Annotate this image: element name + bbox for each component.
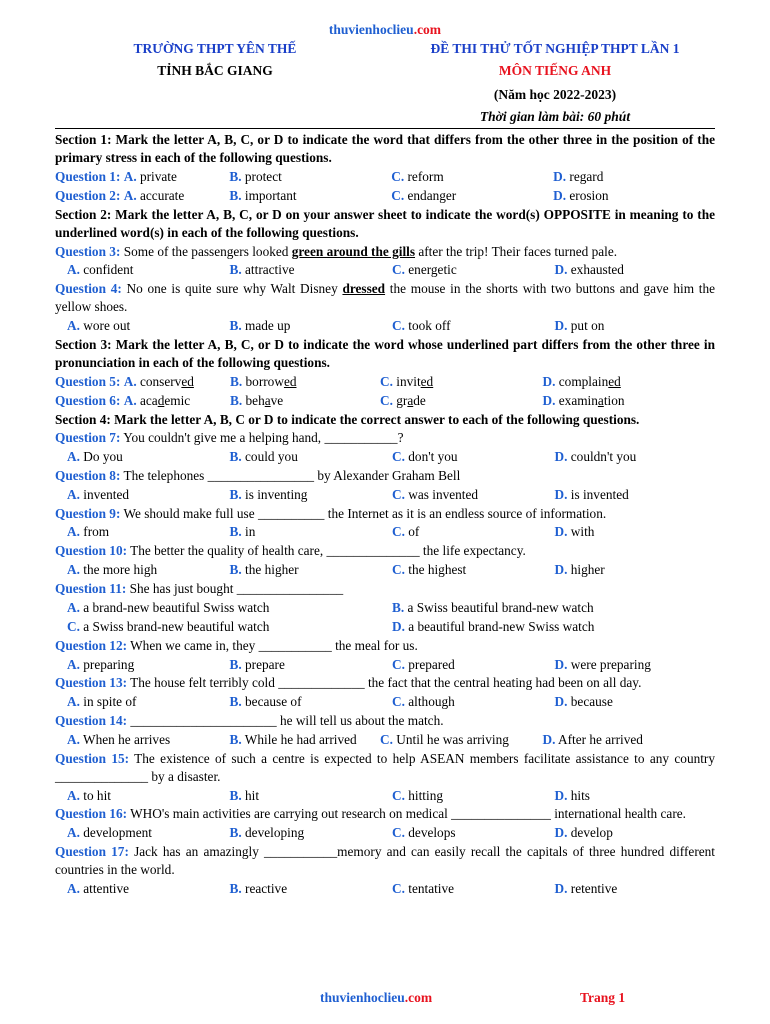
question-3-stem: [55, 243, 715, 261]
option-letter: C.: [392, 561, 405, 577]
option-c[interactable]: of: [408, 524, 420, 540]
question-2: [55, 187, 715, 206]
option-b[interactable]: the higher: [245, 561, 299, 577]
option-letter: A.: [123, 373, 137, 389]
question-label: Question 1:: [55, 169, 121, 184]
option-letter: C.: [380, 373, 393, 389]
option-letter: C.: [392, 262, 405, 278]
question-14-options: [55, 730, 715, 749]
option-c[interactable]: Until he was arriving: [396, 731, 509, 747]
site-watermark-top[interactable]: [0, 22, 770, 38]
option-c[interactable]: tentative: [408, 880, 455, 896]
option-a[interactable]: from: [83, 524, 110, 540]
section-1-instruction: Section 1: Mark the letter A, B, C, or D to indicate the word that differs from the other three in the position of the primary stress in each of the following questions.: [55, 132, 715, 166]
option-a[interactable]: Do you: [83, 449, 123, 465]
question-16-options: [55, 824, 715, 843]
option-a[interactable]: [140, 393, 190, 408]
option-letter: D.: [554, 694, 568, 710]
option-letter: B.: [229, 486, 242, 502]
option-d[interactable]: were preparing: [570, 656, 651, 672]
option-c[interactable]: hitting: [408, 787, 443, 803]
option-a[interactable]: development: [83, 825, 152, 841]
question-11-stem: [55, 580, 715, 598]
option-letter: B.: [229, 188, 242, 204]
site-watermark-bottom[interactable]: [320, 990, 432, 1006]
site-domain: .com: [404, 990, 433, 1005]
option-b[interactable]: is inventing: [245, 486, 308, 502]
option-letter: D.: [554, 656, 568, 672]
option-a[interactable]: the more high: [83, 561, 158, 577]
option-letter: B.: [229, 694, 242, 710]
option-letter: C.: [392, 524, 405, 540]
question-label: Question 16:: [55, 806, 128, 822]
stem-text: Some of the passengers looked: [123, 243, 292, 259]
word-part: de: [413, 393, 426, 409]
option-letter: B.: [229, 880, 242, 896]
stem-text: Jack has an amazingly ___________memory and can easily recall the capitals of three hundred different countries in the world.: [55, 843, 715, 878]
question-12-stem: [55, 637, 715, 655]
option-letter: C.: [392, 656, 405, 672]
option-d[interactable]: regard: [569, 169, 604, 184]
question-17-stem: [55, 843, 715, 879]
question-9-stem: [55, 505, 715, 523]
option-a[interactable]: a brand-new beautiful Swiss watch: [83, 599, 270, 615]
word-part: invit: [396, 373, 421, 389]
question-7-options: [55, 448, 715, 467]
option-b[interactable]: important: [244, 188, 297, 204]
underlined-part: ed: [420, 373, 434, 389]
option-a[interactable]: confident: [83, 262, 134, 278]
option-b[interactable]: While he had arrived: [244, 731, 357, 747]
option-c[interactable]: don't you: [408, 449, 458, 465]
option-b[interactable]: attractive: [245, 262, 295, 278]
option-c[interactable]: took off: [408, 318, 451, 334]
exam-duration: Thời gian làm bài: 60 phút: [479, 109, 631, 124]
option-letter: A.: [123, 393, 137, 409]
option-letter: C.: [391, 188, 405, 204]
option-letter: A.: [67, 694, 80, 710]
school-province: TỈNH BẮC GIANG: [157, 63, 273, 78]
option-a[interactable]: [140, 374, 194, 389]
stem-text: The telephones ________________ by Alexander Graham Bell: [123, 467, 461, 483]
stem-text: The house felt terribly cold _____________ the fact that the central heating had been on all day.: [130, 675, 642, 691]
question-8-options: [55, 485, 715, 504]
option-b[interactable]: prepare: [245, 656, 285, 672]
option-letter: B.: [229, 318, 242, 334]
school-name: TRƯỜNG THPT YÊN THẾ: [133, 41, 297, 56]
option-letter: C.: [392, 486, 405, 502]
option-letter: B.: [229, 524, 242, 540]
option-d[interactable]: develop: [570, 825, 613, 841]
section-3-instruction: Section 3: Mark the letter A, B, C, or D to indicate the word whose underlined part differs from the other three in pronunciation in each of the following questions.: [55, 336, 715, 371]
question-16-stem: [55, 805, 715, 823]
stem-text: after the trip! Their faces turned pale.: [415, 243, 618, 259]
option-c[interactable]: prepared: [408, 656, 455, 672]
question-13-options: [55, 693, 715, 712]
option-letter: D.: [542, 393, 556, 409]
option-letter: D.: [553, 169, 567, 184]
option-letter: D.: [392, 618, 405, 634]
question-15-stem: [55, 750, 715, 786]
option-d[interactable]: hits: [570, 787, 590, 803]
option-letter: A.: [67, 318, 80, 334]
stem-text: The better the quality of health care, ______________ the life expectancy.: [130, 543, 526, 559]
word-part: conserv: [139, 373, 182, 389]
option-c[interactable]: although: [408, 694, 455, 710]
option-letter: A.: [67, 731, 80, 747]
option-d[interactable]: couldn't you: [570, 449, 637, 465]
option-c[interactable]: [396, 393, 426, 408]
option-letter: A.: [67, 787, 80, 803]
question-label: Question 2:: [55, 188, 121, 204]
option-letter: C.: [391, 169, 405, 184]
option-letter: D.: [554, 262, 568, 278]
exam-content: [55, 131, 715, 899]
question-14-stem: [55, 712, 715, 730]
word-part: aca: [139, 393, 158, 409]
stem-text: She has just bought ________________: [129, 580, 344, 596]
underlined-part: d: [157, 393, 165, 409]
option-letter: A.: [67, 561, 80, 577]
question-11-options-row1: [55, 598, 715, 617]
option-b[interactable]: made up: [245, 318, 291, 334]
word-part: complain: [558, 373, 609, 389]
stem-text: No one is quite sure why Walt Disney: [126, 281, 343, 297]
option-letter: A.: [67, 486, 80, 502]
question-label: Question 6:: [55, 393, 121, 409]
question-6: [55, 392, 715, 411]
option-d[interactable]: because: [570, 694, 613, 710]
option-a[interactable]: When he arrives: [83, 731, 171, 747]
site-name: thuvienhoclieu: [320, 990, 405, 1005]
option-letter: A.: [67, 880, 80, 896]
question-label: Question 14:: [55, 712, 128, 728]
exam-title: ĐỀ THI THỬ TỐT NGHIỆP THPT LẦN 1: [430, 41, 680, 56]
option-b[interactable]: protect: [244, 169, 282, 184]
option-d[interactable]: After he arrived: [558, 731, 643, 747]
option-b[interactable]: [246, 374, 297, 389]
option-a[interactable]: in spite of: [83, 694, 137, 710]
option-b[interactable]: because of: [245, 694, 302, 710]
stem-text: ______________________ he will tell us about the match.: [130, 712, 444, 728]
question-8-stem: [55, 467, 715, 485]
option-letter: D.: [554, 880, 568, 896]
stem-text: We should make full use __________ the Internet as it is an endless source of information.: [123, 505, 607, 521]
option-letter: C.: [67, 618, 80, 634]
stem-text: the mouse in the shorts with two buttons and gave him the yellow shoes.: [55, 281, 715, 315]
option-letter: B.: [392, 599, 405, 615]
option-letter: D.: [554, 486, 568, 502]
question-label: Question 7:: [55, 430, 121, 446]
underlined-phrase: green around the gills: [291, 243, 416, 259]
option-letter: D.: [553, 188, 567, 204]
option-c[interactable]: a Swiss brand-new beautiful watch: [83, 618, 270, 634]
underlined-part: a: [264, 393, 271, 409]
page-number: Trang 1: [580, 990, 626, 1005]
stem-text: When we came in, they ___________ the meal for us.: [130, 637, 418, 653]
option-letter: C.: [392, 449, 405, 465]
question-label: Question 4:: [55, 281, 122, 297]
option-letter: C.: [392, 787, 405, 803]
question-10-options: [55, 560, 715, 579]
option-a[interactable]: accurate: [139, 188, 185, 204]
option-letter: A.: [123, 169, 137, 184]
option-letter: D.: [554, 318, 568, 334]
option-letter: C.: [392, 825, 405, 841]
question-15-options: [55, 786, 715, 805]
option-b[interactable]: hit: [245, 787, 260, 803]
option-letter: A.: [67, 656, 80, 672]
option-d[interactable]: a beautiful brand-new Swiss watch: [408, 618, 595, 634]
question-label: Question 13:: [55, 675, 128, 691]
option-d[interactable]: retentive: [570, 880, 618, 896]
option-b[interactable]: a Swiss beautiful brand-new watch: [407, 599, 594, 615]
option-letter: D.: [554, 787, 568, 803]
option-letter: D.: [554, 524, 568, 540]
option-a[interactable]: invented: [83, 486, 130, 502]
question-label: Question 3:: [55, 243, 121, 259]
question-13-stem: [55, 674, 715, 692]
question-label: Question 10:: [55, 543, 128, 559]
underlined-part: ed: [608, 373, 621, 389]
underlined-phrase: dressed: [342, 281, 386, 297]
option-letter: D.: [542, 373, 556, 389]
question-label: Question 12:: [55, 637, 128, 653]
option-letter: B.: [229, 825, 242, 841]
option-letter: B.: [229, 731, 242, 747]
option-letter: A.: [67, 262, 80, 278]
option-d[interactable]: put on: [570, 318, 605, 334]
stem-text: The existence of such a centre is expected to help ASEAN members facilitate assistance to any country ______________ by a disaster.: [55, 750, 716, 784]
stem-text: WHO's main activities are carrying out research on medical _______________ international health care.: [130, 806, 686, 822]
option-d[interactable]: exhausted: [570, 262, 624, 278]
option-a[interactable]: wore out: [83, 318, 131, 334]
word-part: gr: [396, 393, 408, 409]
option-letter: D.: [554, 561, 568, 577]
question-label: Question 17:: [55, 843, 129, 859]
option-d[interactable]: higher: [570, 561, 605, 577]
option-letter: B.: [229, 169, 242, 184]
option-c[interactable]: was invented: [408, 486, 479, 502]
option-b[interactable]: reactive: [245, 880, 288, 896]
option-a[interactable]: private: [139, 169, 177, 184]
question-7-stem: [55, 429, 715, 447]
option-letter: D.: [554, 825, 568, 841]
question-4-options: [55, 317, 715, 336]
word-part: tion: [603, 393, 625, 409]
word-part: examin: [558, 393, 598, 409]
option-letter: A.: [123, 188, 137, 204]
underlined-part: ed: [181, 373, 194, 389]
option-letter: A.: [67, 825, 80, 841]
option-c[interactable]: the highest: [408, 561, 467, 577]
option-c[interactable]: reform: [407, 169, 444, 184]
section-4-instruction: Section 4: Mark the letter A, B, C or D to indicate the correct answer to each of the following questions.: [55, 412, 640, 428]
option-c[interactable]: endanger: [407, 188, 457, 204]
word-part: ve: [270, 393, 284, 409]
option-d[interactable]: with: [570, 524, 595, 540]
word-part: emic: [164, 393, 191, 409]
option-letter: D.: [542, 731, 556, 747]
question-3-options: [55, 261, 715, 280]
option-letter: C.: [392, 880, 405, 896]
underlined-part: a: [597, 393, 604, 409]
option-d[interactable]: [559, 393, 625, 408]
option-letter: B.: [229, 561, 242, 577]
stem-text: You couldn't give me a helping hand, ___________?: [123, 430, 404, 446]
option-b[interactable]: developing: [245, 825, 305, 841]
question-9-options: [55, 523, 715, 542]
question-17-options: [55, 879, 715, 898]
site-name: thuvienhoclieu: [328, 22, 414, 37]
site-domain: .com: [413, 22, 442, 37]
option-a[interactable]: attentive: [83, 880, 130, 896]
option-letter: C.: [392, 694, 405, 710]
option-letter: B.: [229, 656, 242, 672]
option-letter: B.: [230, 393, 243, 409]
question-label: Question 9:: [55, 505, 121, 521]
option-letter: C.: [380, 731, 393, 747]
school-year: (Năm học 2022-2023): [493, 87, 617, 102]
option-letter: A.: [67, 599, 80, 615]
underlined-part: ed: [283, 373, 297, 389]
option-b[interactable]: could you: [245, 449, 298, 465]
option-letter: B.: [229, 262, 242, 278]
section-2-instruction: Section 2: Mark the letter A, B, C, or D on your answer sheet to indicate the word(s) OPPOSITE in meaning to the underlined word(s) in each of the following questions.: [55, 207, 715, 241]
question-4-stem: [55, 280, 715, 316]
underlined-part: a: [407, 393, 414, 409]
question-label: Question 5:: [55, 373, 121, 389]
question-label: Question 15:: [55, 750, 130, 766]
option-a[interactable]: to hit: [83, 787, 111, 803]
word-part: borrow: [245, 373, 284, 389]
option-b[interactable]: in: [245, 524, 256, 540]
subject-title: MÔN TIẾNG ANH: [498, 63, 612, 78]
question-label: Question 8:: [55, 467, 121, 483]
option-c[interactable]: develops: [408, 825, 456, 841]
option-letter: D.: [554, 449, 568, 465]
option-c[interactable]: energetic: [408, 262, 457, 278]
question-label: Question 11:: [55, 580, 127, 596]
option-letter: C.: [392, 318, 405, 334]
option-letter: B.: [229, 449, 242, 465]
option-d[interactable]: [559, 374, 621, 389]
option-letter: B.: [230, 373, 243, 389]
option-c[interactable]: [396, 374, 433, 389]
question-5: [55, 372, 715, 391]
question-1: [55, 167, 715, 186]
header-divider: [55, 128, 715, 129]
question-11-options-row2: [55, 617, 715, 636]
option-d[interactable]: erosion: [569, 188, 609, 204]
question-12-options: [55, 655, 715, 674]
option-d[interactable]: is invented: [570, 486, 629, 502]
option-letter: C.: [380, 393, 393, 409]
option-letter: A.: [67, 524, 80, 540]
option-letter: B.: [229, 787, 242, 803]
word-part: beh: [245, 393, 265, 409]
option-a[interactable]: preparing: [83, 656, 135, 672]
question-10-stem: [55, 542, 715, 560]
option-b[interactable]: [246, 393, 284, 408]
option-letter: A.: [67, 449, 80, 465]
